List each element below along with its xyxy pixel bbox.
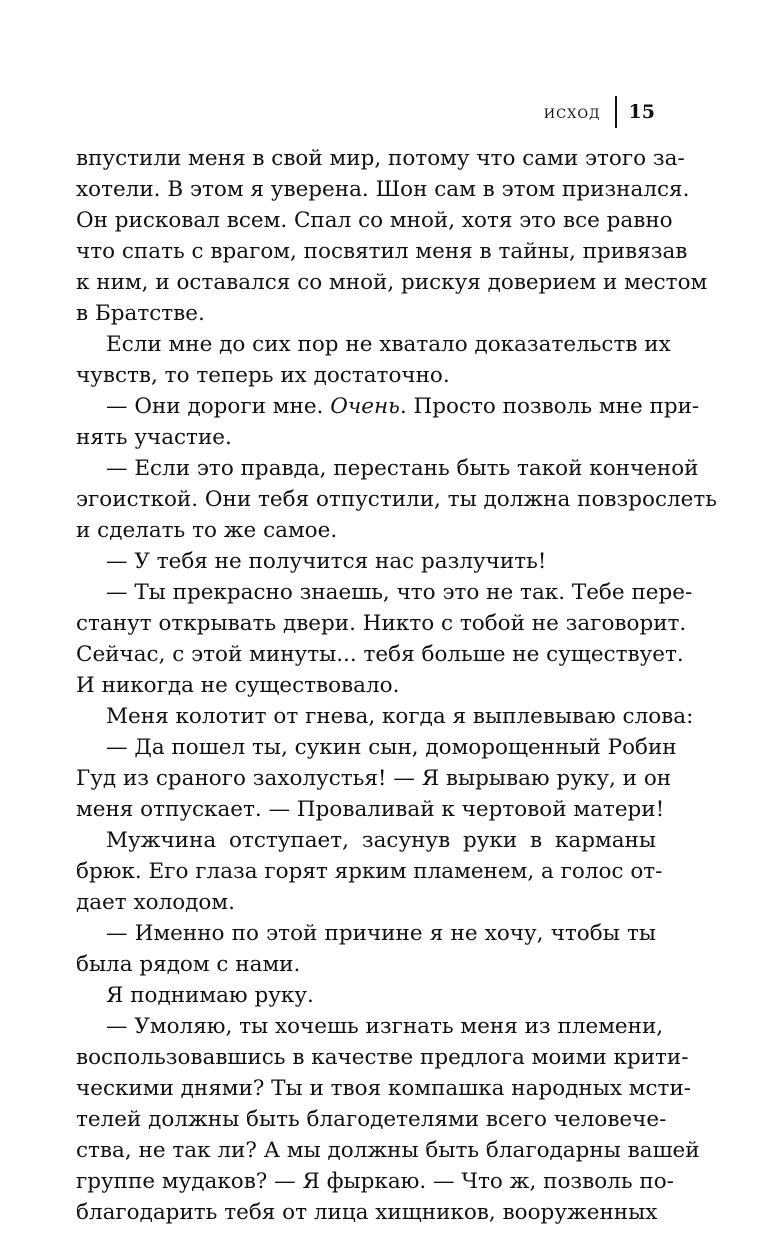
text-line-content: станут открывать двери. Никто с тобой не заговорит. xyxy=(76,611,687,636)
text-line xyxy=(76,949,656,980)
text-line-content: — Если это правда, перестань быть такой конченой xyxy=(106,456,699,481)
text-line xyxy=(76,1011,664,1042)
text-line xyxy=(76,267,708,298)
text-line xyxy=(76,329,671,360)
text-line xyxy=(76,205,673,236)
text-line xyxy=(76,1197,656,1228)
text-line xyxy=(76,1042,689,1073)
text-line-content: ческими днями? Ты и твоя компашка народных мсти- xyxy=(76,1076,692,1101)
text-line-content: Мужчина отступает, засунув руки в карманы xyxy=(106,828,656,853)
text-line-content: И никогда не существовало. xyxy=(76,673,400,698)
text-line-content: Он рисковал всем. Спал со мной, хотя это все равно xyxy=(76,208,673,233)
text-line-content: — Да пошел ты, сукин сын, доморощенный Робин xyxy=(106,735,677,760)
text-line xyxy=(76,143,685,174)
emphasis-word: Очень xyxy=(330,394,400,419)
text-line xyxy=(76,887,656,918)
header-divider xyxy=(615,96,617,128)
text-line xyxy=(76,453,699,484)
text-line-content: Гуд из сраного захолустья! — Я вырываю руку, и он xyxy=(76,766,672,791)
text-line xyxy=(76,1135,700,1166)
text-line xyxy=(76,763,672,794)
text-line-content: — У тебя не получится нас разлучить! xyxy=(106,549,547,574)
text-line-content: — Именно по этой причине я не хочу, чтобы ты xyxy=(106,921,656,946)
text-line xyxy=(76,1104,667,1135)
text-line xyxy=(76,701,694,732)
text-line-content: . Просто позволь мне при- xyxy=(399,394,700,419)
text-line-content: хотели. В этом я уверена. Шон сам в этом признался. xyxy=(76,177,690,202)
text-line xyxy=(76,391,700,422)
text-line-content: меня отпускает. — Проваливай к чертовой матери! xyxy=(76,797,665,822)
text-line-content: благодарить тебя от лица хищников, вооруженных xyxy=(76,1200,658,1225)
text-line-content: что спать с врагом, посвятил меня в тайны, привязав xyxy=(76,239,688,264)
text-line-content: чувств, то теперь их достаточно. xyxy=(76,363,450,388)
text-line xyxy=(76,825,656,856)
text-line xyxy=(76,856,663,887)
running-head xyxy=(544,96,655,128)
text-line xyxy=(76,639,684,670)
text-line xyxy=(76,608,687,639)
text-line xyxy=(76,794,665,825)
text-line xyxy=(76,918,656,949)
text-line-content: группе мудаков? — Я фыркаю. — Что ж, позволь по- xyxy=(76,1169,674,1194)
text-line xyxy=(76,670,656,701)
text-line xyxy=(76,484,717,515)
text-line-content: телей должны быть благодетелями всего человече- xyxy=(76,1107,667,1132)
text-line-content: и сделать то же самое. xyxy=(76,518,338,543)
text-line-content: — Умоляю, ты хочешь изгнать меня из племени, xyxy=(106,1014,664,1039)
text-line-content: нять участие. xyxy=(76,425,232,450)
text-line-content: впустили меня в свой мир, потому что сами этого за- xyxy=(76,146,685,171)
body-text xyxy=(76,143,717,1228)
text-line-content: Меня колотит от гнева, когда я выплевываю слова: xyxy=(106,704,694,729)
text-line-content: дает холодом. xyxy=(76,890,235,915)
text-line xyxy=(76,577,693,608)
text-line xyxy=(76,980,656,1011)
text-line-content: брюк. Его глаза горят ярким пламенем, а голос от- xyxy=(76,859,663,884)
chapter-title: исход xyxy=(543,101,601,123)
text-line-content: — Они дороги мне. xyxy=(106,394,331,419)
text-line xyxy=(76,732,677,763)
text-line-content: эгоисткой. Они тебя отпустили, ты должна повзрослеть xyxy=(76,487,717,512)
text-line xyxy=(76,1073,692,1104)
text-line-content: Если мне до сих пор не хватало доказательств их xyxy=(106,332,671,357)
text-line xyxy=(76,1166,674,1197)
text-line xyxy=(76,360,656,391)
text-line-content: к ним, и оставался со мной, рискуя доверием и местом xyxy=(76,270,708,295)
text-line xyxy=(76,236,688,267)
text-line-content: Я поднимаю руку. xyxy=(106,983,314,1008)
text-line-content: — Ты прекрасно знаешь, что это не так. Тебе пере- xyxy=(106,580,693,605)
text-line-content: ства, не так ли? А мы должны быть благодарны вашей xyxy=(76,1138,700,1163)
text-line-content: в Братстве. xyxy=(76,301,205,326)
text-line-content: воспользовавшись в качестве предлога моими крити- xyxy=(76,1045,689,1070)
text-line xyxy=(76,515,656,546)
text-line-content: Сейчас, с этой минуты... тебя больше не существует. xyxy=(76,642,684,667)
text-line-content: была рядом с нами. xyxy=(76,952,301,977)
page-number: 15 xyxy=(628,101,655,123)
text-line xyxy=(76,422,656,453)
text-line xyxy=(76,174,690,205)
text-line xyxy=(76,546,656,577)
text-line xyxy=(76,298,656,329)
